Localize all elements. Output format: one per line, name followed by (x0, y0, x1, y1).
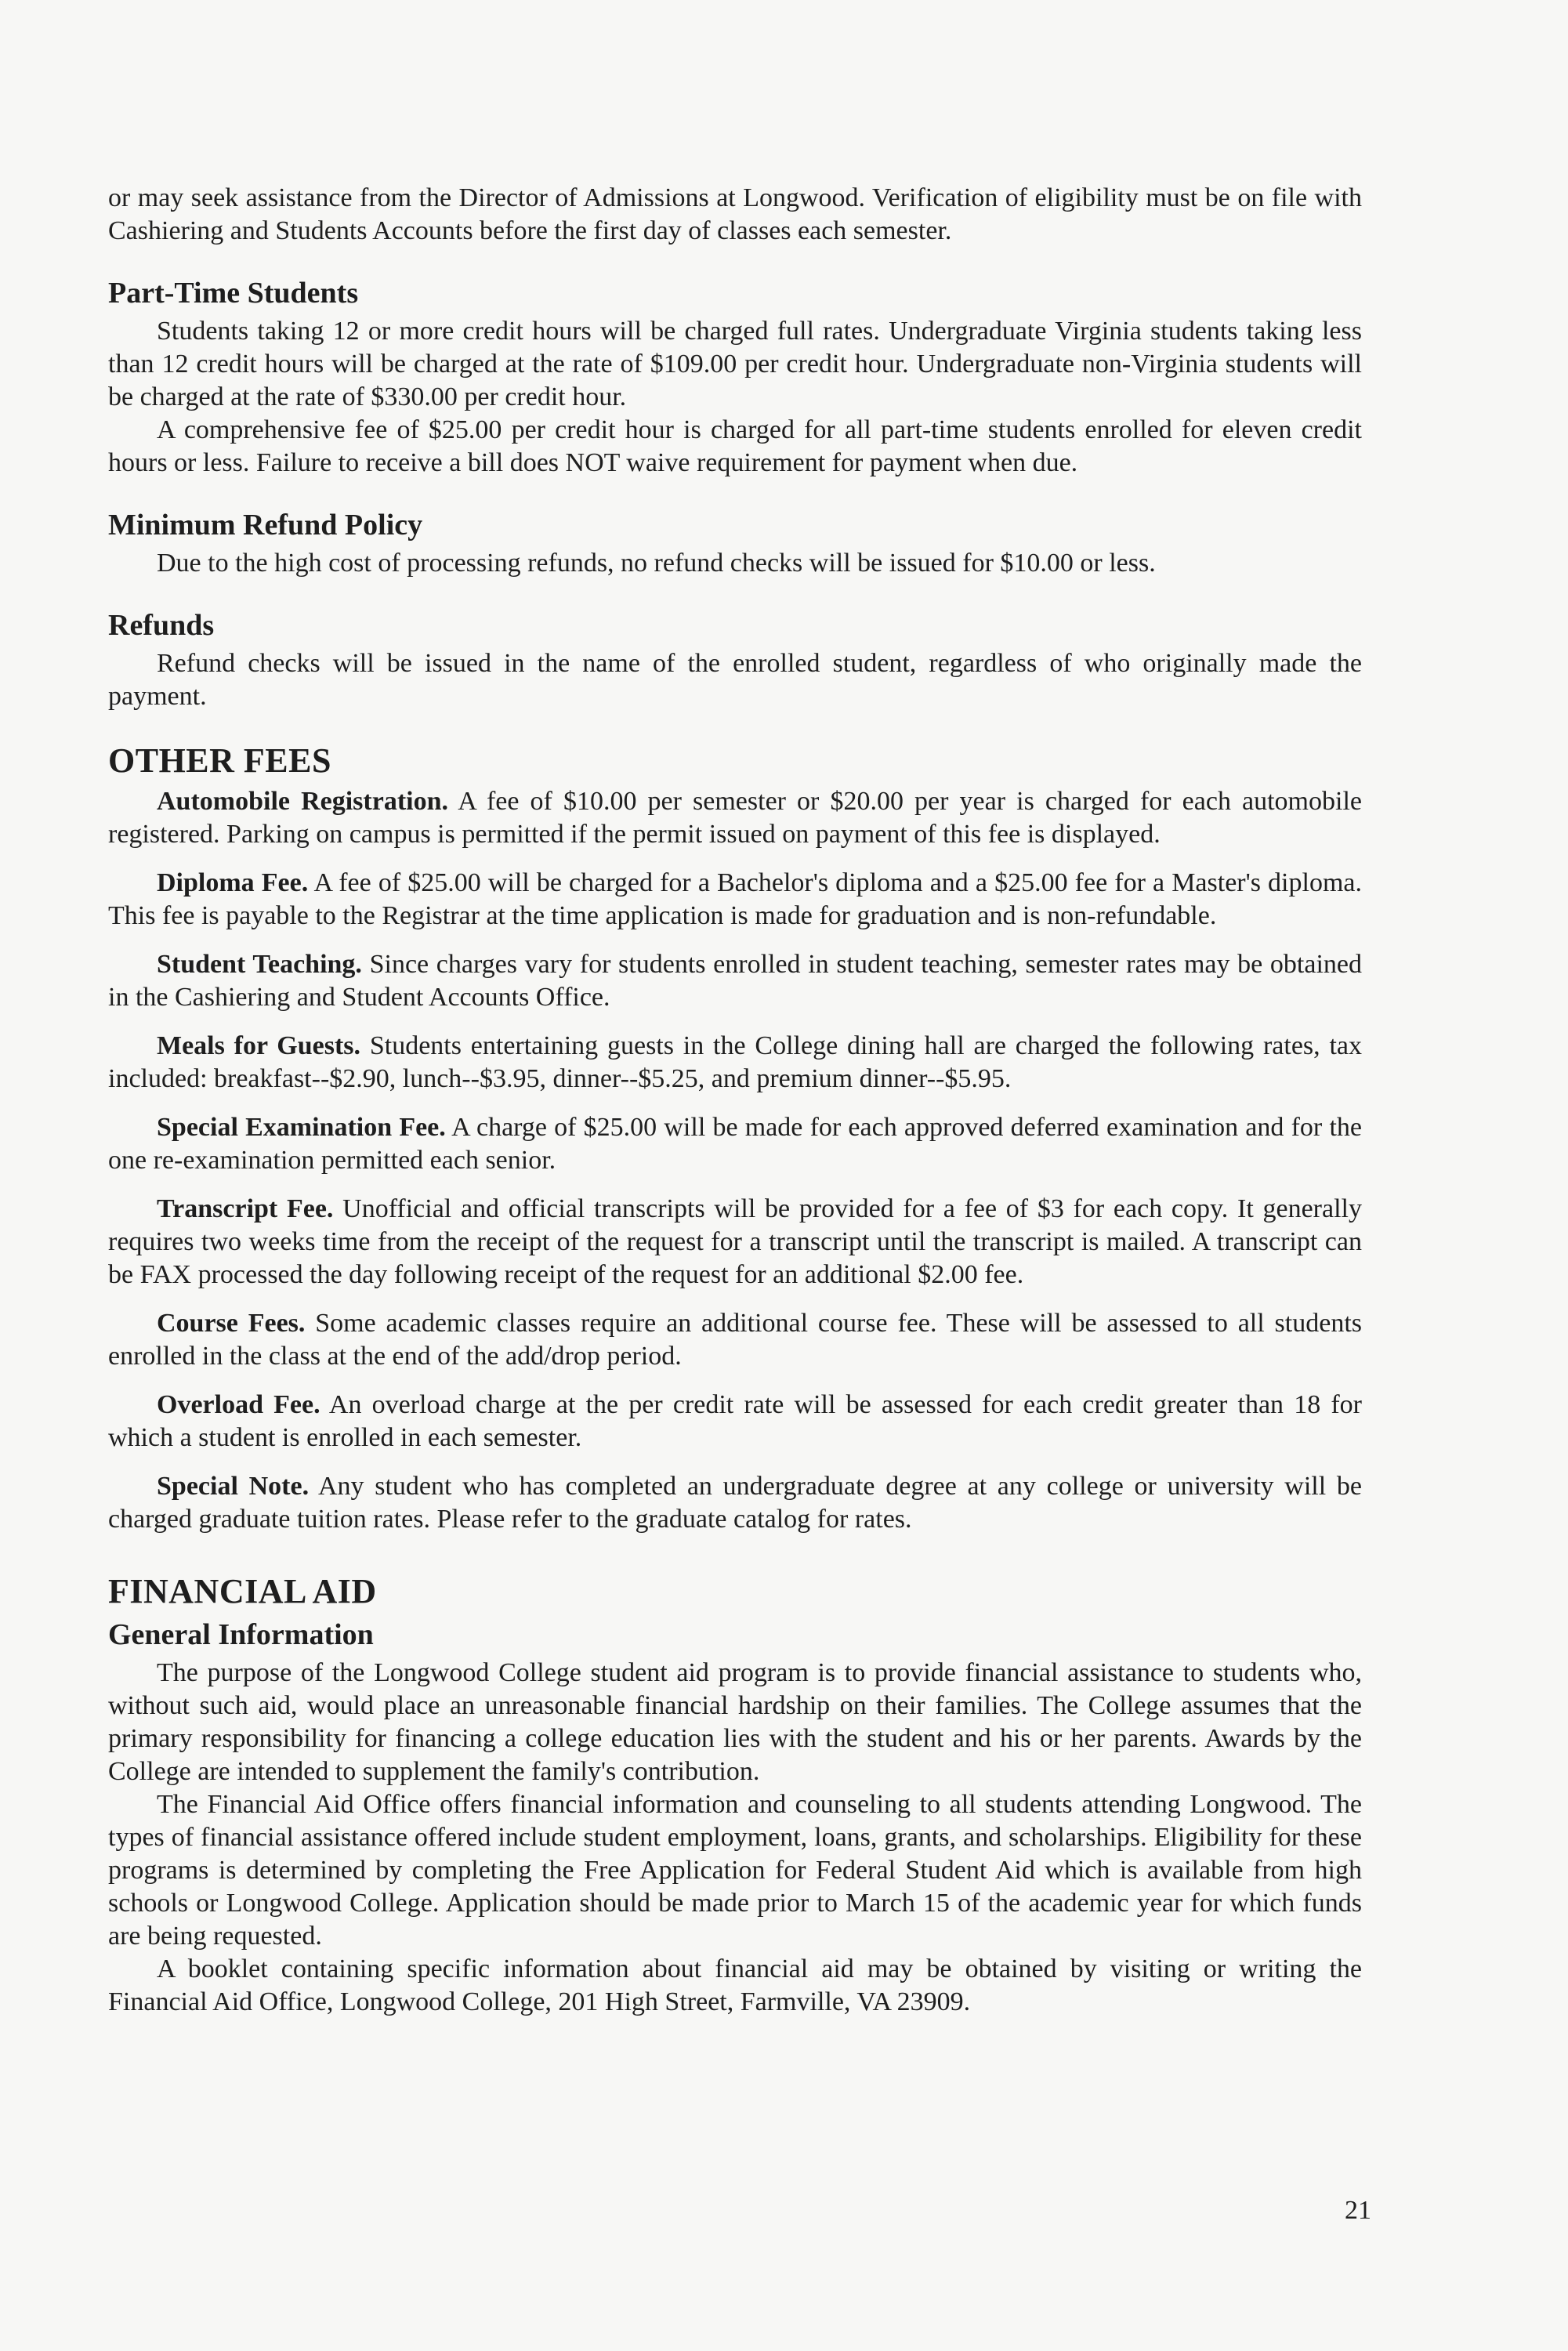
fee-lead: Transcript Fee. (157, 1194, 334, 1223)
fee-course (108, 1307, 1362, 1373)
minimum-refund-heading: Minimum Refund Policy (108, 509, 423, 542)
fee-special-note (108, 1470, 1362, 1536)
fee-meals-for-guests (108, 1030, 1362, 1096)
fee-text: Unofficial and official transcripts will be provided for a fee of $3 for each copy. It generally requires two weeks time from the receipt of the request for a transcript until the transcript is mailed. A transcript can be FAX processed the day following receipt of the request for an additional $2.00 fee. (108, 1194, 1362, 1289)
fee-text: A charge of $25.00 will be made for each approved deferred examination and for the one re-examination permitted each senior. (108, 1113, 1362, 1175)
fee-lead: Overload Fee. (157, 1390, 320, 1419)
fee-automobile-registration (108, 785, 1362, 851)
fee-text: Students entertaining guests in the College dining hall are charged the following rates, tax included: breakfast--$2.90, lunch--$3.95, dinner--$5.25, and premium dinner--$5.95. (108, 1031, 1363, 1093)
fee-text: Some academic classes require an additional course fee. These will be assessed to all students enrolled in the class at the end of the add/drop period. (108, 1309, 1362, 1371)
fee-lead: Student Teaching. (157, 950, 362, 979)
part-time-heading: Part-Time Students (108, 277, 359, 310)
intro-paragraph: or may seek assistance from the Director of Admissions at Longwood. Verification of eligibility must be on file with Cashiering and Students Accounts before the first day of classes each semester. (108, 183, 1362, 245)
fee-overload (108, 1389, 1362, 1454)
refunds-heading: Refunds (108, 609, 215, 642)
fee-lead: Automobile Registration. (157, 787, 448, 816)
fee-transcript (108, 1193, 1362, 1291)
fee-lead: Meals for Guests. (157, 1031, 361, 1060)
fee-special-examination (108, 1111, 1362, 1177)
refunds-paragraph: Refund checks will be issued in the name of the enrolled student, regardless of who originally made the payment. (108, 649, 1362, 711)
financial-aid-paragraph-1: The purpose of the Longwood College student aid program is to provide financial assistance to students who, without such aid, would place an unreasonable financial hardship on their families. The College assumes that the primary responsibility for financing a college education lies with the student and his or her parents. Awards by the College are intended to supplement the family's contribution. (108, 1658, 1362, 1786)
minimum-refund-paragraph: Due to the high cost of processing refunds, no refund checks will be issued for $10.00 or less. (157, 549, 1156, 578)
fee-text: A fee of $25.00 will be charged for a Bachelor's diploma and a $25.00 fee for a Master's diploma. This fee is payable to the Registrar at the time application is made for graduation and is non-refundable. (108, 868, 1362, 930)
other-fees-heading: OTHER FEES (108, 741, 331, 780)
document-page (108, 182, 1362, 2019)
page-number: 21 (1345, 2196, 1371, 2225)
fee-text: Since charges vary for students enrolled in student teaching, semester rates may be obtained in the Cashiering and Student Accounts Office. (108, 950, 1363, 1012)
fee-student-teaching (108, 948, 1362, 1014)
part-time-paragraph-1: Students taking 12 or more credit hours will be charged full rates. Undergraduate Virginia students taking less than 12 credit hours will be charged at the rate of $109.00 per credit hour. Undergraduate non-Virginia students will be charged at the rate of $330.00 per credit hour. (108, 317, 1362, 411)
fee-text: Any student who has completed an undergraduate degree at any college or university will be charged graduate tuition rates. Please refer to the graduate catalog for rates. (108, 1472, 1362, 1534)
financial-aid-paragraph-3: A booklet containing specific information about financial aid may be obtained by visiting or writing the Financial Aid Office, Longwood College, 201 High Street, Farmville, VA 23909. (108, 1954, 1362, 2016)
fee-text: An overload charge at the per credit rate will be assessed for each credit greater than 18 for which a student is enrolled in each semester. (108, 1390, 1363, 1452)
fee-text: A fee of $10.00 per semester or $20.00 per year is charged for each automobile registered. Parking on campus is permitted if the permit issued on payment of this fee is displayed. (108, 787, 1362, 849)
fee-lead: Diploma Fee. (157, 868, 309, 897)
fee-lead: Special Note. (157, 1472, 310, 1501)
fee-lead: Course Fees. (157, 1309, 306, 1338)
general-information-heading: General Information (108, 1618, 374, 1651)
fee-lead: Special Examination Fee. (157, 1113, 446, 1142)
fee-diploma (108, 867, 1362, 933)
financial-aid-heading: FINANCIAL AID (108, 1572, 377, 1610)
part-time-paragraph-2: A comprehensive fee of $25.00 per credit hour is charged for all part-time students enrolled for eleven credit hours or less. Failure to receive a bill does NOT waive requirement for payment when due. (108, 415, 1362, 477)
financial-aid-paragraph-2: The Financial Aid Office offers financial information and counseling to all students attending Longwood. The types of financial assistance offered include student employment, loans, grants, and scholarships. Eligibility for these programs is determined by completing the Free Application for Federal Student Aid which is available from high schools or Longwood College. Application should be made prior to March 15 of the academic year for which funds are being requested. (108, 1790, 1362, 1951)
